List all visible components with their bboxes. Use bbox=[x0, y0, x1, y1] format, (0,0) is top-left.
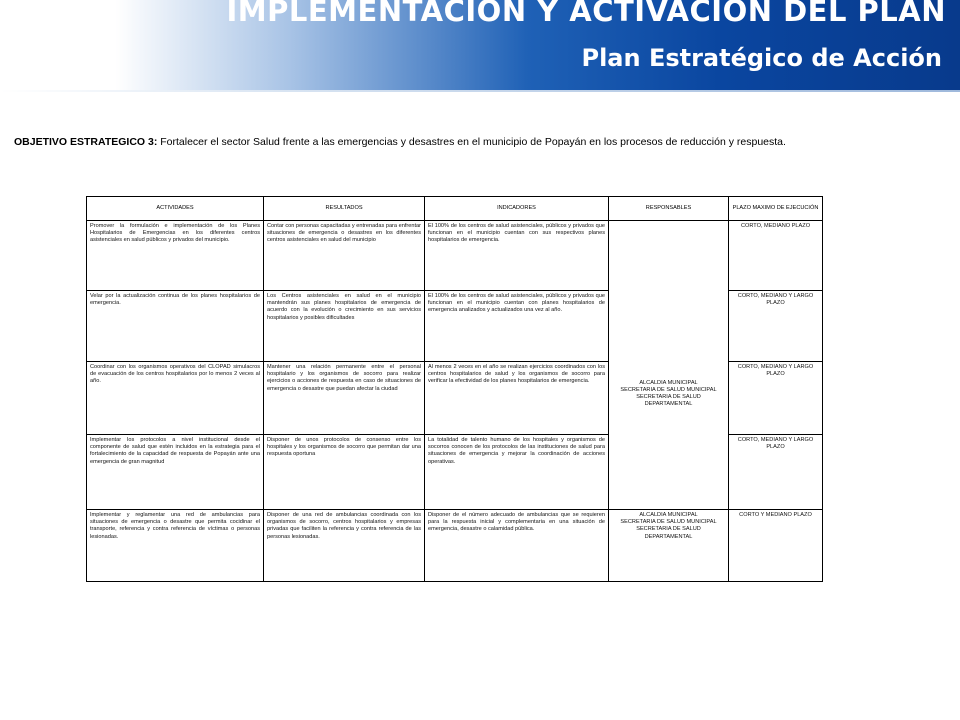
header-divider bbox=[0, 90, 960, 92]
header-responsables: RESPONSABLES bbox=[609, 197, 729, 221]
cell-indicador: El 100% de los centros de salud asistenciales, públicos y privados que funcionan en el municipio cuentan con sus respectivos planes hospitalarios de emergencia. bbox=[425, 221, 609, 291]
cell-indicador: La totalidad de talento humano de los hospitales y organismos de socorros conocen de los protocolos de las instituciones de salud para situaciones de emergencia y mejorar la coordinación de acciones operativas. bbox=[425, 435, 609, 510]
cell-plazo: CORTO, MEDIANO Y LARGO PLAZO bbox=[729, 362, 823, 435]
cell-indicador: El 100% de los centros de salud asistenciales, públicos y privados que funcionan en el municipio cuentan con planes hospitalarios de emergencia analizados y actualizados una vez al año. bbox=[425, 291, 609, 362]
cell-resultado: Mantener una relación permanente entre el personal hospitalario y los organismos de socorro para realizar ejercicios o acciones de respuesta en caso de situaciones de emergencia o desastre que puedan afectar la ciudad bbox=[264, 362, 425, 435]
cell-responsables bbox=[609, 510, 729, 582]
cell-resultado: Disponer de una red de ambulancias coordinada con los organismos de socorro, centros hospitalarios y empresas privadas que faciliten la referencia y contra referencia de las personas lesionadas. bbox=[264, 510, 425, 582]
table-row bbox=[87, 510, 823, 582]
header-actividades: ACTIVIDADES bbox=[87, 197, 264, 221]
cell-plazo: CORTO, MEDIANO PLAZO bbox=[729, 221, 823, 291]
cell-actividad: Implementar y reglamentar una red de ambulancias para situaciones de emergencia o desastre que permita cocidinar el transporte, referencia y contra referencia de víctimas o personas lesionadas. bbox=[87, 510, 264, 582]
cell-resultado: Los Centros asistenciales en salud en el municipio mantendrán sus planes hospitalarios de emergencia de acuerdo con la evolución o crecimiento en sus servicios hospitalarios y posibles dificultades bbox=[264, 291, 425, 362]
cell-resultado: Disponer de unos protocolos de consenso entre los hospitales y los organismos de socorro que permitan dar una respuesta oportuna bbox=[264, 435, 425, 510]
cell-resultado: Contar con personas capacitadas y entrenadas para enfrentar situaciones de emergencia o desastres en los diferentes centros asistenciales en salud del municipio bbox=[264, 221, 425, 291]
responsable-line: SECRETARIA DE SALUD MUNICIPAL bbox=[620, 386, 717, 393]
strategic-objective bbox=[14, 136, 954, 148]
cell-actividad: Promover la formulación e implementación de los Planes Hospitalarios de Emergencias en los diferentes centros asistenciales en salud públicos y privados del municipio. bbox=[87, 221, 264, 291]
header-plazo: PLAZO MAXIMO DE EJECUCIÓN bbox=[729, 197, 823, 221]
header-indicadores: INDICADORES bbox=[425, 197, 609, 221]
cell-indicador: Al menos 2 veces en el año se realizan ejercicios coordinados con los centros hospitalarios de salud y los organismos de socorro para verificar la efectividad de los planes hospitalarios de emergencia. bbox=[425, 362, 609, 435]
header-banner bbox=[0, 0, 960, 90]
cell-plazo: CORTO, MEDIANO Y LARGO PLAZO bbox=[729, 291, 823, 362]
cell-responsables-shared bbox=[609, 221, 729, 510]
responsable-line: ALCALDIA MUNICIPAL bbox=[639, 512, 698, 518]
objective-label: OBJETIVO ESTRATEGICO 3: bbox=[14, 136, 158, 148]
cell-actividad: Velar por la actualización continua de los planes hospitalarios de emergencia. bbox=[87, 291, 264, 362]
responsable-line: ALCALDIA MUNICIPAL bbox=[639, 379, 698, 386]
table-header-row bbox=[87, 197, 823, 221]
objective-text: Fortalecer el sector Salud frente a las emergencias y desastres en el municipio de Popayán en los procesos de reducción y respuesta. bbox=[160, 136, 786, 148]
cell-actividad: Coordinar con los organismos operativos del CLOPAD simulacros de evacuación de los centros hospitalarios por lo menos 2 veces al año. bbox=[87, 362, 264, 435]
action-plan-table bbox=[86, 196, 823, 582]
cell-indicador: Disponer de el número adecuado de ambulancias que se requieren para la respuesta inicial y complementaria en una situación de emergencia, desastre o calamidad pública. bbox=[425, 510, 609, 582]
responsable-line: SECRETARIA DE SALUD DEPARTAMENTAL bbox=[636, 526, 701, 540]
page-subtitle: Plan Estratégico de Acción bbox=[581, 44, 942, 72]
table-row bbox=[87, 221, 823, 291]
cell-actividad: Implementar los protocolos a nivel institucional desde el componente de salud que estén incluidos en la estrategia para el fortalecimiento de la capacidad de respuesta de Popayán ante una emergencia de gran magnitud bbox=[87, 435, 264, 510]
cell-plazo: CORTO Y MEDIANO PLAZO bbox=[729, 510, 823, 582]
header-resultados: RESULTADOS bbox=[264, 197, 425, 221]
cell-plazo: CORTO, MEDIANO Y LARGO PLAZO bbox=[729, 435, 823, 510]
responsable-line: SECRETARIA DE SALUD DEPARTAMENTAL bbox=[636, 394, 701, 408]
page-title: IMPLEMENTACION Y ACTIVACION DEL PLAN bbox=[226, 0, 946, 28]
responsable-line: SECRETARIA DE SALUD MUNICIPAL bbox=[620, 519, 717, 526]
